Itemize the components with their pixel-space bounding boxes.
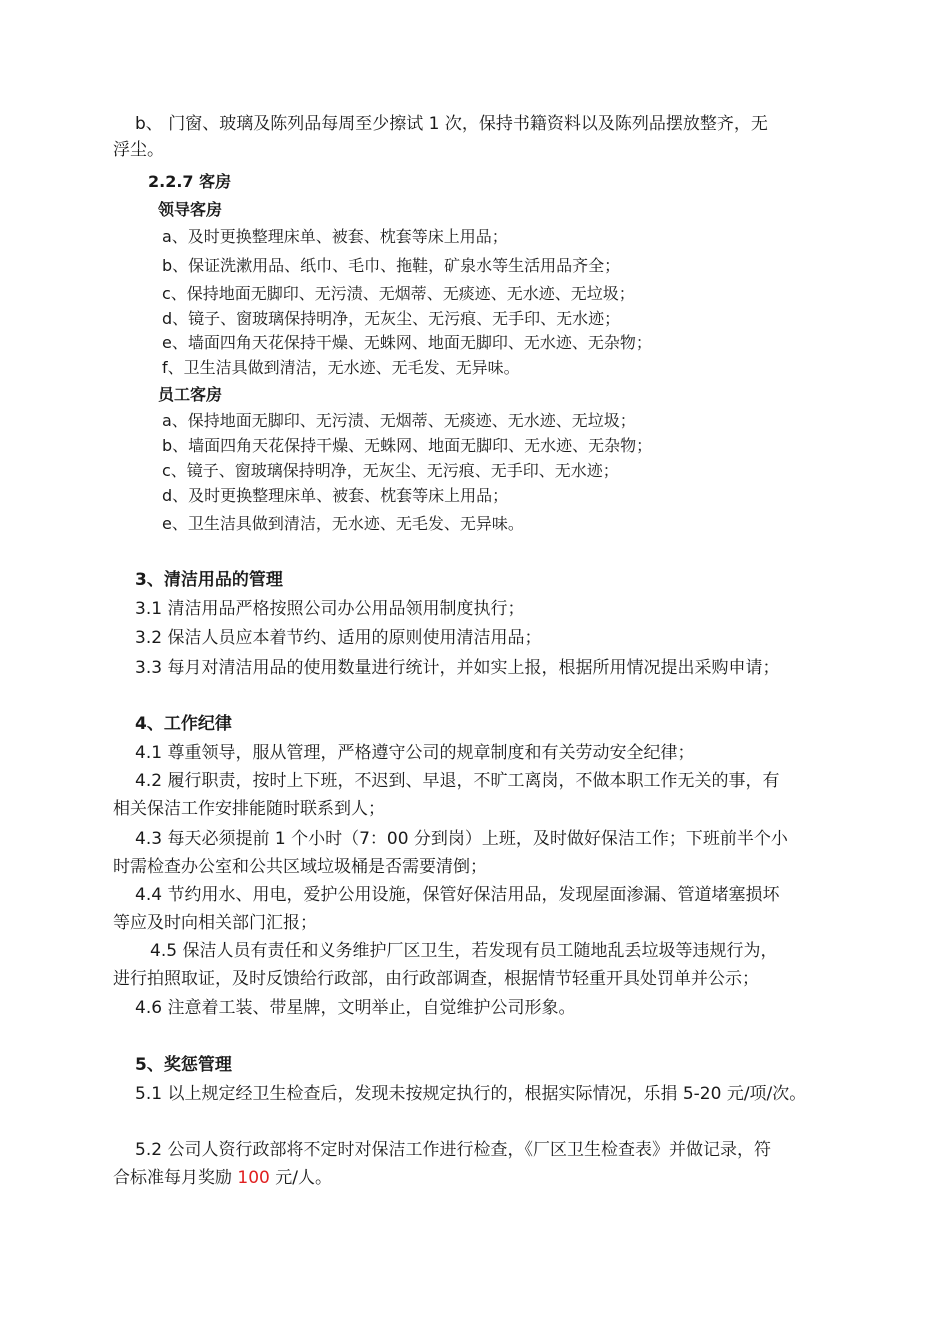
section-4-line: 时需检查办公室和公共区域垃圾桶是否需要清倒； (113, 857, 487, 877)
section-4-line: 4.6 注意着工装、带星牌，文明举止，自觉维护公司形象。 (135, 998, 576, 1018)
section-3-item: 3.1 清洁用品严格按照公司办公用品领用制度执行； (135, 599, 525, 619)
room-cleaning-item-b-line1: b、 门窗、玻璃及陈列品每周至少擦试 1 次，保持书籍资料以及陈列品摆放整齐，无 (135, 114, 768, 134)
section-5-item-1: 5.1 以上规定经卫生检查后，发现未按规定执行的，根据实际情况，乐捐 5-20 元/项/次。 (135, 1084, 807, 1104)
reward-text-after: 元/人。 (269, 1168, 332, 1188)
section-2-2-7-heading: 2.2.7 客房 (148, 172, 232, 191)
section-5-heading: 5、奖惩管理 (135, 1055, 232, 1075)
section-4-line: 4.1 尊重领导，服从管理，严格遵守公司的规章制度和有关劳动安全纪律； (135, 743, 695, 763)
leader-rooms-title: 领导客房 (158, 200, 223, 219)
staff-room-item: a、保持地面无脚印、无污渍、无烟蒂、无痰迹、无水迹、无垃圾； (162, 411, 636, 430)
section-4-line: 4.2 履行职责，按时上下班，不迟到、早退，不旷工离岗，不做本职工作无关的事，有 (135, 771, 780, 791)
leader-room-item: c、保持地面无脚印、无污渍、无烟蒂、无痰迹、无水迹、无垃圾； (162, 284, 635, 303)
staff-room-item: b、墙面四角天花保持干燥、无蛛网、地面无脚印、无水迹、无杂物； (162, 436, 653, 455)
leader-room-item: b、保证洗漱用品、纸巾、毛巾、拖鞋，矿泉水等生活用品齐全； (162, 256, 621, 275)
section-4-line: 相关保洁工作安排能随时联系到人； (113, 799, 385, 819)
staff-room-item: d、及时更换整理床单、被套、枕套等床上用品； (162, 486, 509, 505)
section-4-line: 4.5 保洁人员有责任和义务维护厂区卫生，若发现有员工随地乱丢垃圾等违规行为， (150, 941, 778, 961)
section-4-line: 4.3 每天必须提前 1 个小时（7：00 分到岗）上班，及时做好保洁工作；下班前半个小 (135, 829, 788, 849)
section-3-heading: 3、清洁用品的管理 (135, 570, 283, 590)
section-4-line: 4.4 节约用水、用电，爱护公用设施，保管好保洁用品，发现屋面渗漏、管道堵塞损坏 (135, 885, 780, 905)
section-5-item-2-line2 (113, 1166, 332, 1190)
staff-room-item: e、卫生洁具做到清洁，无水迹、无毛发、无异味。 (162, 514, 524, 533)
leader-room-item: f、卫生洁具做到清洁，无水迹、无毛发、无异味。 (162, 358, 520, 377)
leader-room-item: a、及时更换整理床单、被套、枕套等床上用品； (162, 227, 508, 246)
section-4-line: 等应及时向相关部门汇报； (113, 913, 317, 933)
section-5-item-2-line1: 5.2 公司人资行政部将不定时对保洁工作进行检查，《厂区卫生检查表》并做记录，符 (135, 1140, 771, 1160)
reward-amount: 100 (237, 1168, 270, 1188)
section-3-item: 3.2 保洁人员应本着节约、适用的原则使用清洁用品； (135, 628, 542, 648)
section-4-line: 进行拍照取证，及时反馈给行政部，由行政部调查，根据情节轻重开具处罚单并公示； (113, 969, 759, 989)
room-cleaning-item-b-line2: 浮尘。 (113, 140, 164, 160)
section-3-item: 3.3 每月对清洁用品的使用数量进行统计，并如实上报，根据所用情况提出采购申请； (135, 658, 780, 678)
leader-room-item: e、墙面四角天花保持干燥、无蛛网、地面无脚印、无水迹、无杂物； (162, 333, 652, 352)
leader-room-item: d、镜子、窗玻璃保持明净，无灰尘、无污痕、无手印、无水迹； (162, 309, 621, 328)
section-4-heading: 4、工作纪律 (135, 714, 232, 734)
reward-text-before: 合标准每月奖励 (113, 1168, 238, 1188)
staff-rooms-title: 员工客房 (158, 385, 223, 404)
staff-room-item: c、镜子、窗玻璃保持明净，无灰尘、无污痕、无手印、无水迹； (162, 461, 619, 480)
